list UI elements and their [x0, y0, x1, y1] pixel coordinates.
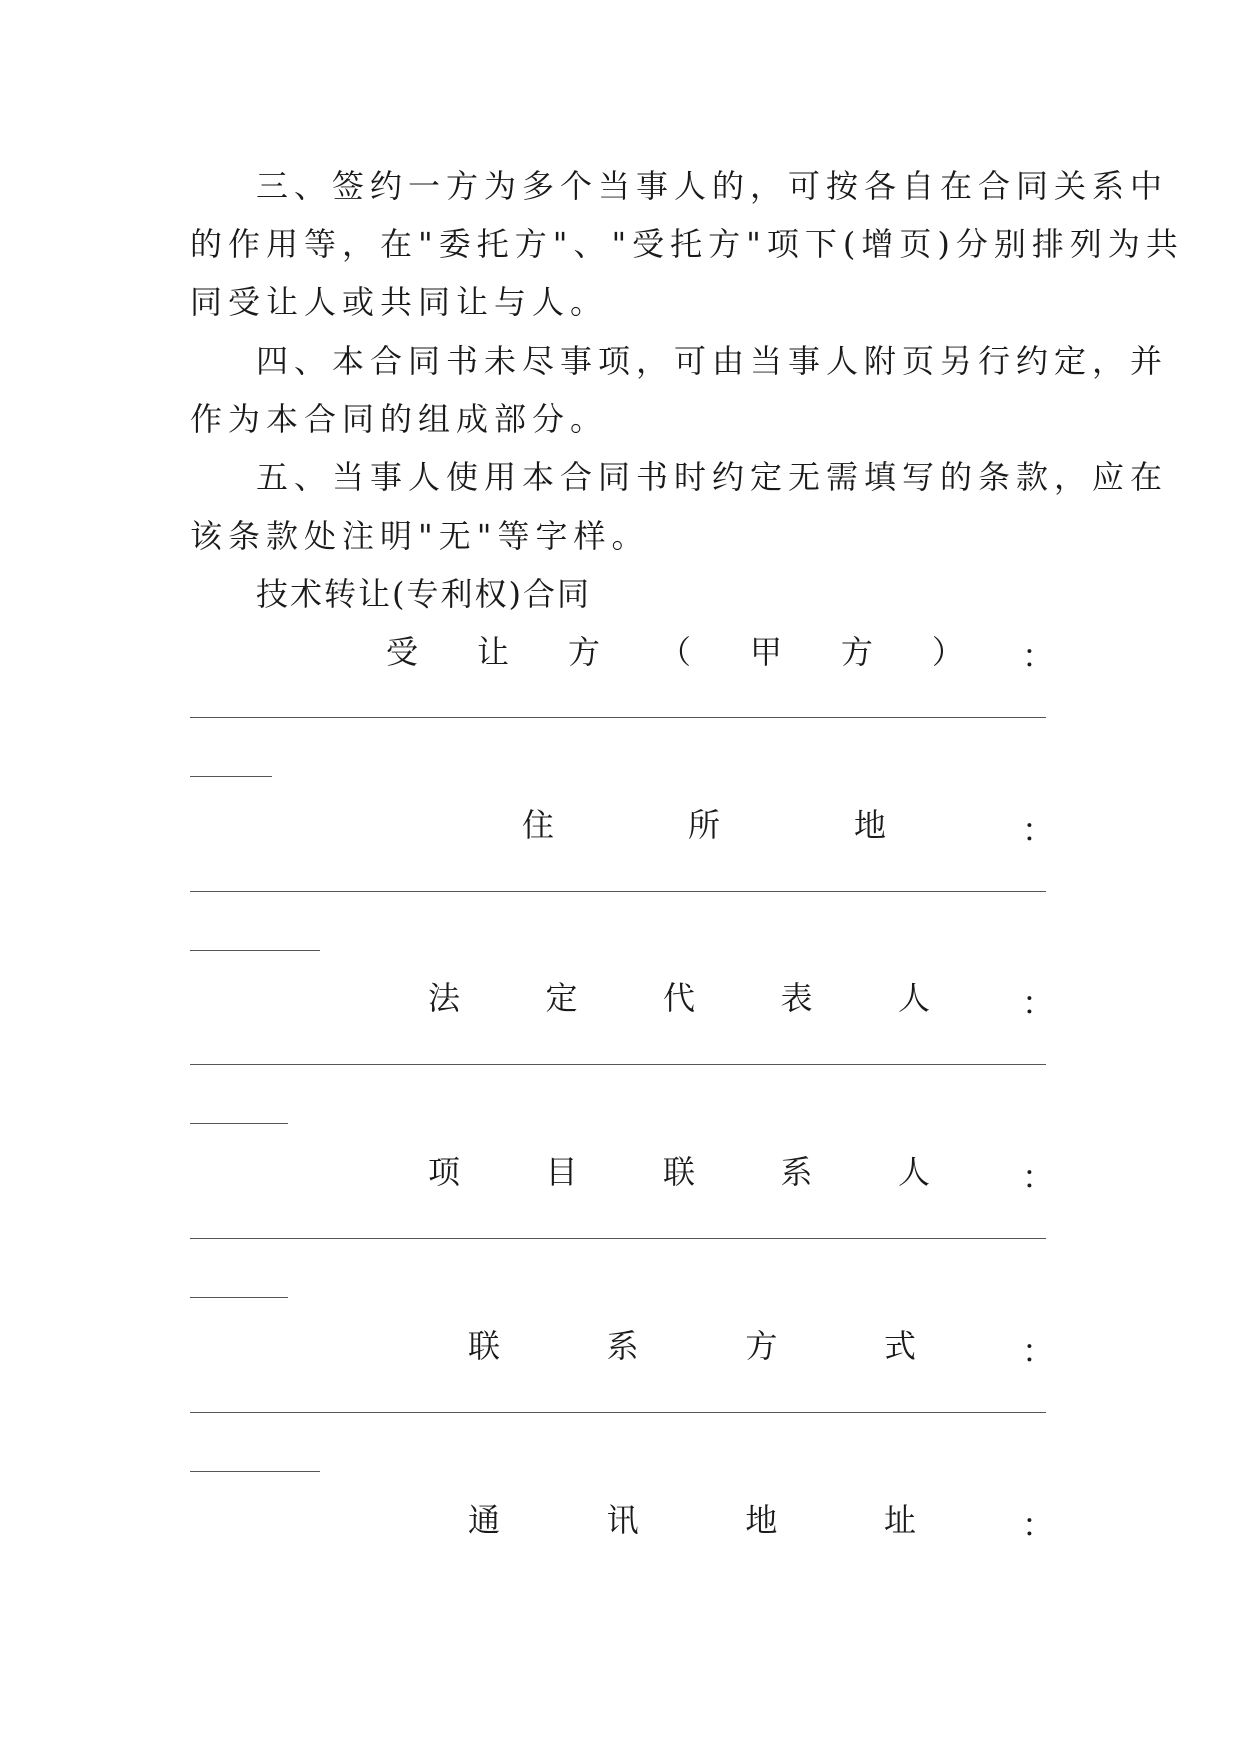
- field-char: 住: [522, 806, 555, 844]
- field-char: 所: [687, 806, 720, 844]
- field-char: 地: [853, 806, 886, 844]
- field-colon: ：: [1022, 984, 1055, 1022]
- field-char: 项: [428, 1153, 461, 1191]
- fill-line: [190, 717, 1046, 718]
- field-char: 法: [428, 979, 461, 1017]
- fill-line-continuation: [190, 1471, 320, 1472]
- field-char: 系: [606, 1327, 639, 1365]
- field-char: 表: [780, 979, 813, 1017]
- paragraph-4-line-1: 四、本合同书未尽事项，可由当事人附页另行约定，并: [256, 342, 1169, 380]
- field-label-legal-representative: [428, 978, 930, 1018]
- field-char: 定: [545, 979, 578, 1017]
- paragraph-3-line-1: 三、签约一方为多个当事人的，可按各自在合同关系中: [256, 167, 1169, 205]
- field-colon: ：: [1022, 637, 1055, 675]
- field-char: 代: [662, 979, 695, 1017]
- field-char: 甲: [749, 633, 782, 671]
- field-char: 方: [840, 633, 873, 671]
- fill-line-continuation: [190, 1297, 288, 1298]
- paragraph-3-line-3: 同受让人或共同让与人。: [190, 283, 609, 321]
- field-char: 址: [883, 1501, 916, 1539]
- field-label-assignee: [386, 632, 964, 672]
- field-char: 受: [386, 633, 419, 671]
- fill-line-continuation: [190, 950, 320, 951]
- field-char: 系: [780, 1153, 813, 1191]
- field-char: 人: [897, 979, 930, 1017]
- contract-title: 技术转让(专利权)合同: [256, 575, 591, 613]
- field-char: 人: [897, 1153, 930, 1191]
- field-char: 方: [567, 633, 600, 671]
- field-char: 地: [745, 1501, 778, 1539]
- field-char: 讯: [606, 1501, 639, 1539]
- field-char: （: [658, 633, 691, 671]
- field-char: ）: [931, 633, 964, 671]
- fill-line-continuation: [190, 776, 272, 777]
- fill-line: [190, 1064, 1046, 1065]
- fill-line: [190, 1412, 1046, 1413]
- fill-line: [190, 1238, 1046, 1239]
- fill-line-continuation: [190, 1123, 288, 1124]
- field-label-address: [522, 805, 886, 845]
- paragraph-5-line-1: 五、当事人使用本合同书时约定无需填写的条款，应在: [256, 458, 1169, 496]
- field-char: 联: [468, 1327, 501, 1365]
- field-char: 通: [468, 1501, 501, 1539]
- field-char: 联: [662, 1153, 695, 1191]
- fill-line: [190, 891, 1046, 892]
- field-label-mailing-address: [468, 1500, 916, 1540]
- field-char: 方: [745, 1327, 778, 1365]
- field-label-contact-method: [468, 1326, 916, 1366]
- field-colon: ：: [1022, 1506, 1055, 1544]
- paragraph-5-line-2: 该条款处注明"无"等字样。: [190, 517, 650, 555]
- field-char: 让: [476, 633, 509, 671]
- field-colon: ：: [1022, 1158, 1055, 1196]
- field-char: 目: [545, 1153, 578, 1191]
- paragraph-3-line-2: 的作用等，在"委托方"、"受托方"项下(增页)分别排列为共: [190, 225, 1184, 263]
- field-label-project-contact: [428, 1152, 930, 1192]
- field-colon: ：: [1022, 811, 1055, 849]
- field-char: 式: [883, 1327, 916, 1365]
- field-colon: ：: [1022, 1332, 1055, 1370]
- paragraph-4-line-2: 作为本合同的组成部分。: [190, 400, 609, 438]
